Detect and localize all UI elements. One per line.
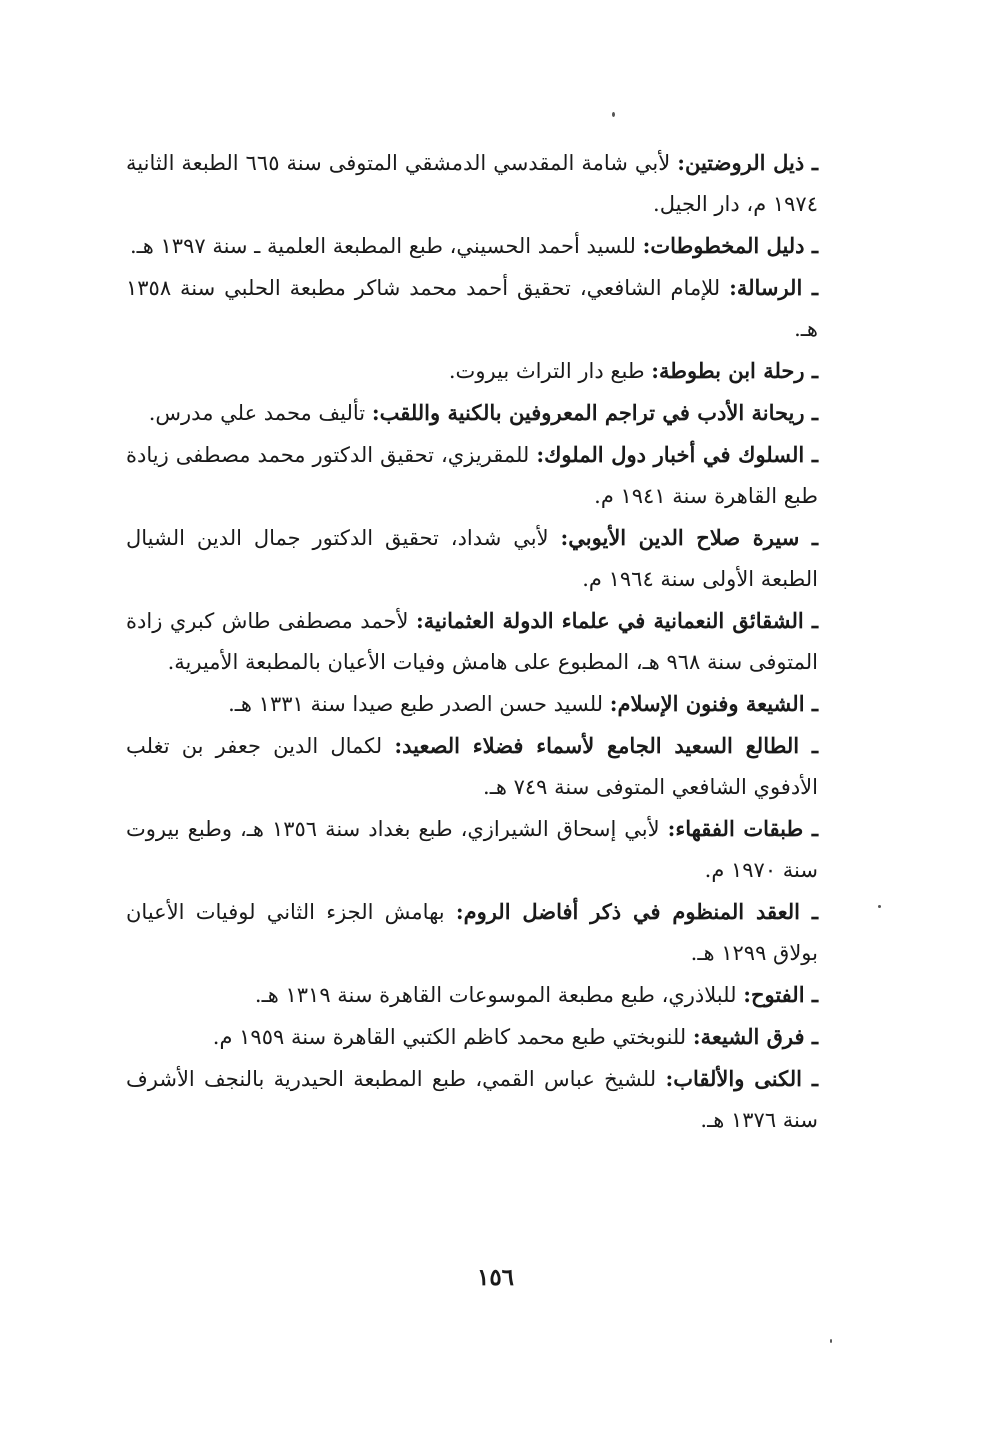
page-number: ١٥٦ — [476, 1264, 515, 1291]
scan-speck — [612, 112, 615, 117]
entry-description: للبلاذري، طبع مطبعة الموسوعات القاهرة سنة ١٣١٩ هـ. — [254, 983, 737, 1007]
entry-description: للنوبختي طبع محمد كاظم الكتبي القاهرة سنة ١٩٥٩ م. — [212, 1025, 687, 1049]
bibliography-entry — [126, 683, 818, 725]
entry-title: ـ الشقائق النعمانية في علماء الدولة العثمانية: — [415, 608, 818, 633]
entry-description: للشيخ عباس القمي، طبع المطبعة الحيدرية بالنجف الأشرف سنة ١٣٧٦ هـ. — [126, 1067, 818, 1132]
entry-title: ـ فرق الشيعة: — [692, 1024, 818, 1049]
bibliography-entry — [126, 891, 818, 974]
entry-description: للإمام الشافعي، تحقيق أحمد محمد شاكر مطبعة الحلبي سنة ١٣٥٨ هـ. — [126, 276, 818, 341]
entry-description: لأبي شامة المقدسي الدمشقي المتوفى سنة ٦٦٥ الطبعة الثانية ١٩٧٤ م، دار الجيل. — [126, 151, 818, 216]
bibliography-entry — [126, 142, 818, 225]
entry-title: ـ الفتوح: — [743, 982, 818, 1007]
entry-title: ـ الطالع السعيد الجامع لأسماء فضلاء الصعيد: — [394, 733, 818, 758]
entry-title: ـ ريحانة الأدب في تراجم المعروفين بالكنية واللقب: — [371, 400, 818, 425]
entry-title: ـ الكنى والألقاب: — [665, 1066, 818, 1091]
entry-title: ـ ذيل الروضتين: — [677, 150, 818, 175]
entry-title: ـ سيرة صلاح الدين الأيوبي: — [560, 525, 818, 550]
entry-description: للسيد حسن الصدر طبع صيدا سنة ١٣٣١ هـ. — [228, 692, 604, 716]
bibliography-entry — [126, 725, 818, 808]
bibliography-list — [126, 142, 818, 1141]
bibliography-entry — [126, 392, 818, 434]
entry-description: لكمال الدين جعفر بن تغلب الأدفوي الشافعي المتوفى سنة ٧٤٩ هـ. — [126, 734, 818, 799]
scan-speck — [830, 1339, 832, 1343]
entry-description: طبع دار التراث بيروت. — [448, 359, 645, 383]
entry-title: ـ طبقات الفقهاء: — [667, 816, 818, 841]
bibliography-entry — [126, 1016, 818, 1058]
scan-speck — [878, 905, 881, 908]
entry-description: للسيد أحمد الحسيني، طبع المطبعة العلمية ـ سنة ١٣٩٧ هـ. — [129, 234, 636, 258]
bibliography-entry — [126, 517, 818, 600]
entry-description: تأليف محمد علي مدرس. — [148, 401, 366, 425]
entry-title: ـ السلوك في أخبار دول الملوك: — [536, 442, 818, 467]
bibliography-entry — [126, 434, 818, 517]
entry-description: لأبي شداد، تحقيق الدكتور جمال الدين الشيال الطبعة الأولى سنة ١٩٦٤ م. — [126, 526, 818, 591]
bibliography-entry — [126, 267, 818, 350]
entry-title: ـ الرسالة: — [729, 275, 818, 300]
bibliography-entry — [126, 350, 818, 392]
bibliography-entry — [126, 808, 818, 891]
entry-description: للمقريزي، تحقيق الدكتور محمد مصطفى زيادة طبع القاهرة سنة ١٩٤١ م. — [126, 443, 818, 508]
entry-description: لأحمد مصطفى طاش كبري زادة المتوفى سنة ٩٦٨ هـ، المطبوع على هامش وفيات الأعيان بالمطبعة الأميرية. — [126, 609, 818, 674]
bibliography-entry — [126, 974, 818, 1016]
entry-description: لأبي إسحاق الشيرازي، طبع بغداد سنة ١٣٥٦ هـ، وطبع بيروت سنة ١٩٧٠ م. — [126, 817, 818, 882]
bibliography-entry — [126, 600, 818, 683]
entry-title: ـ العقد المنظوم في ذكر أفاضل الروم: — [455, 899, 818, 924]
entry-title: ـ الشيعة وفنون الإسلام: — [609, 691, 818, 716]
entry-description: بهامش الجزء الثاني لوفيات الأعيان بولاق ١٢٩٩ هـ. — [126, 900, 818, 965]
entry-title: ـ رحلة ابن بطوطة: — [651, 358, 818, 383]
entry-title: ـ دليل المخطوطات: — [642, 233, 818, 258]
bibliography-entry — [126, 1058, 818, 1141]
bibliography-entry — [126, 225, 818, 267]
